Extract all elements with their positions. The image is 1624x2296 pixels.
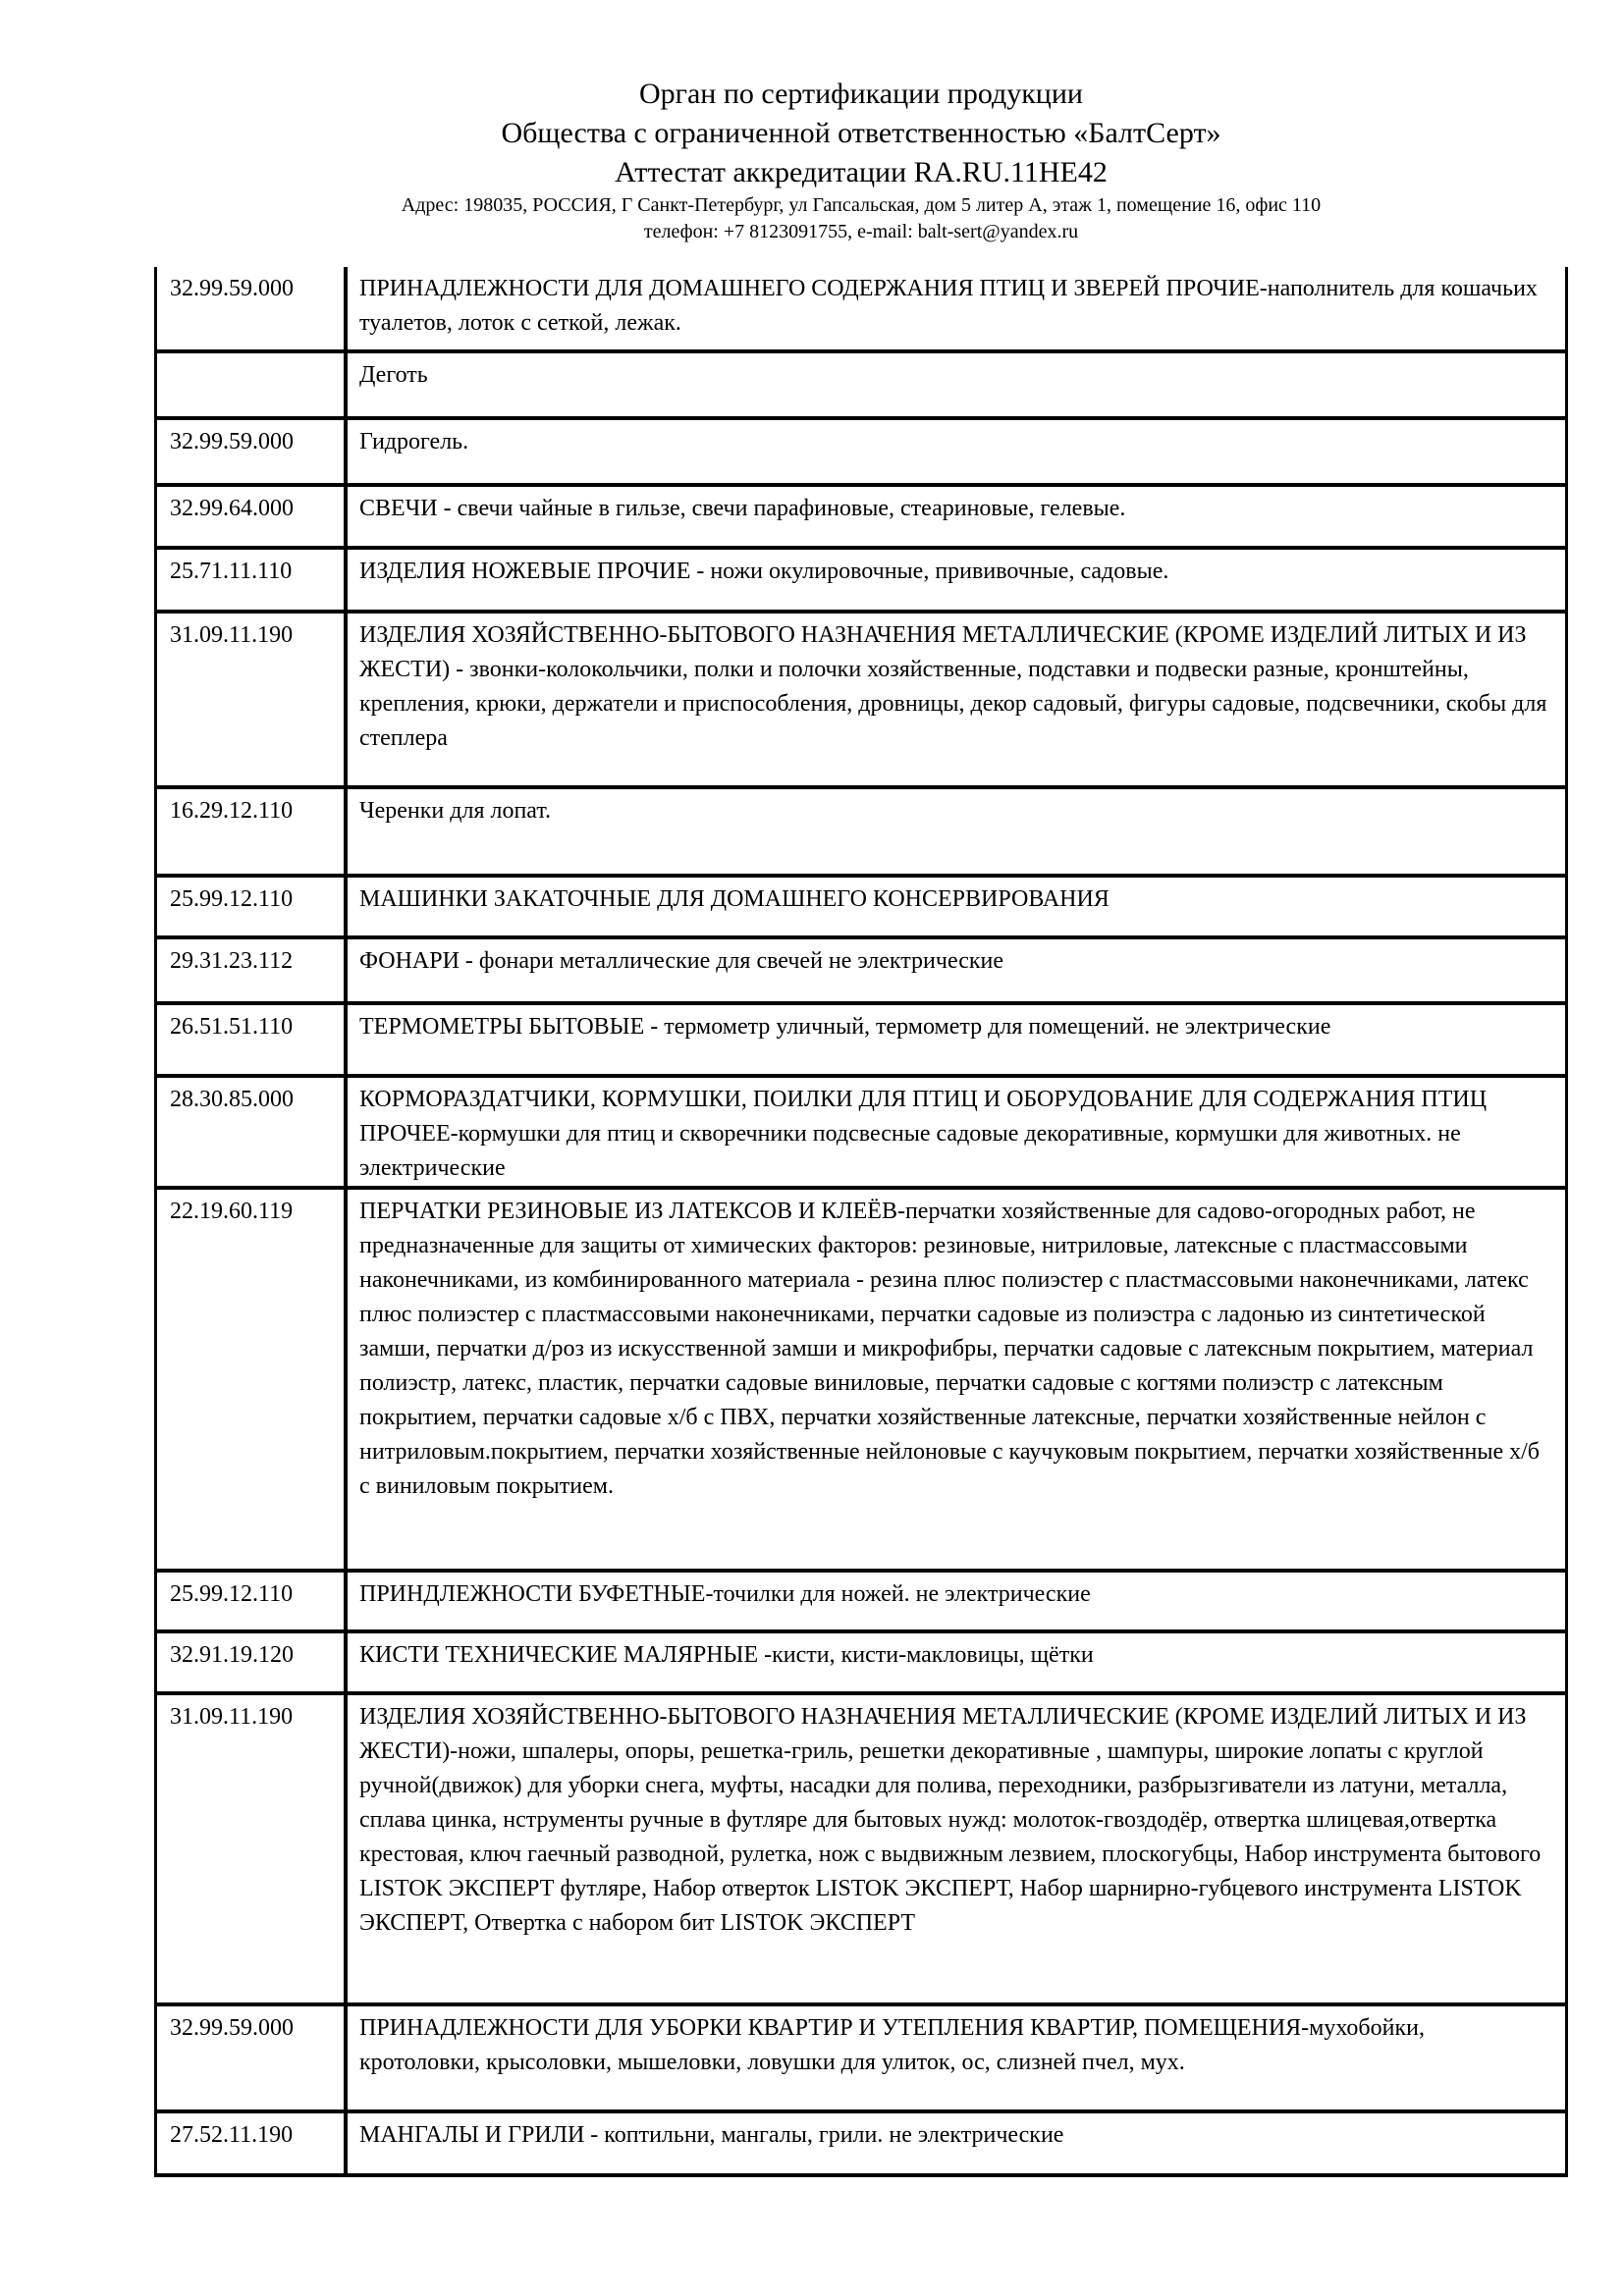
row-code: 32.91.19.120 [157,1633,348,1691]
table-row [157,789,1565,878]
row-description: ПЕРЧАТКИ РЕЗИНОВЫЕ ИЗ ЛАТЕКСОВ И КЛЕЁВ-перчатки хозяйственные для садово-огородных работ, не предназначенные для защиты от химических факторов: резиновые, нитриловые, латексные с пластмассовыми наконечниками, из комбинированного материала - резина плюс полиэстер с пластмассовыми наконечниками, латекс плюс полиэстер с пластмассовыми наконечниками, перчатки садовые из полиэстра с ладонью из синтетической замши, перчатки д/роз из искусственной замши и микрофибры, перчатки садовые с латексным покрытием, материал полиэстр, латекс, пластик, перчатки садовые виниловые, перчатки садовые с когтями полиэстр с латексным покрытием, перчатки садовые х/б с ПВХ, перчатки хозяйственные латексные, перчатки хозяйственные нейлон с нитриловым.покрытием, перчатки хозяйственные нейлоновые с каучуковым покрытием, перчатки хозяйственные х/б с виниловым покрытием. [359,1199,1541,1499]
table-row [157,1190,1565,1573]
row-code: 32.99.64.000 [157,487,348,546]
table-row [157,420,1565,487]
row-description: ИЗДЕЛИЯ ХОЗЯЙСТВЕННО-БЫТОВОГО НАЗНАЧЕНИЯ МЕТАЛЛИЧЕСКИЕ (КРОМЕ ИЗДЕЛИЙ ЛИТЫХ И ИЗ ЖЕСТИ) - звонки-колокольчики, полки и полочки хозяйственные, подставки и подвески разные, кронштейны, крепления, крюки, держатели и приспособления, дровницы, декор садовый, фигуры садовые, подсвечники, скобы для степлера [359,622,1547,751]
org-address: Адрес: 198035, РОССИЯ, Г Санкт-Петербург, ул Гапсальская, дом 5 литер А, этаж 1, помещение 16, офис 110 [401,194,1322,216]
row-description: ТЕРМОМЕТРЫ БЫТОВЫЕ - термометр уличный, термометр для помещений. не электрические [359,1014,1331,1040]
row-description: Гидрогель. [359,429,469,454]
row-description: Черенки для лопат. [359,798,552,824]
row-description: Деготь [359,362,428,388]
row-code: 32.99.59.000 [157,2006,348,2109]
row-description: ИЗДЕЛИЯ НОЖЕВЫЕ ПРОЧИЕ - ножи окулировочные, прививочные, садовые. [359,559,1169,584]
row-code: 27.52.11.190 [157,2113,348,2173]
row-description: ПРИНАДЛЕЖНОСТИ ДЛЯ ДОМАШНЕГО СОДЕРЖАНИЯ ПТИЦ И ЗВЕРЕЙ ПРОЧИЕ-наполнитель для кошачьих туалетов, лоток с сеткой, лежак. [359,276,1538,336]
table-row [157,487,1565,550]
row-code [157,353,348,416]
row-description: КОРМОРАЗДАТЧИКИ, КОРМУШКИ, ПОИЛКИ ДЛЯ ПТИЦ И ОБОРУДОВАНИЕ ДЛЯ СОДЕРЖАНИЯ ПТИЦ ПРОЧЕЕ-кормушки для птиц и скворечники подсвесные садовые декоративные, кормушки для животных. не электрические [359,1087,1488,1181]
row-code: 16.29.12.110 [157,789,348,874]
org-title-line-1: Орган по сертификации продукции [639,78,1083,110]
row-description: МАНГАЛЫ И ГРИЛИ - коптильни, мангалы, грили. не электрические [359,2122,1064,2148]
row-code: 22.19.60.119 [157,1190,348,1569]
row-description: ФОНАРИ - фонари металлические для свечей не электрические [359,948,1004,974]
row-description: КИСТИ ТЕХНИЧЕСКИЕ МАЛЯРНЫЕ -кисти, кисти-макловицы, щётки [359,1642,1094,1668]
row-code: 25.71.11.110 [157,550,348,610]
table-row [157,1573,1565,1633]
row-code: 28.30.85.000 [157,1078,348,1186]
row-description: ИЗДЕЛИЯ ХОЗЯЙСТВЕННО-БЫТОВОГО НАЗНАЧЕНИЯ МЕТАЛЛИЧЕСКИЕ (КРОМЕ ИЗДЕЛИЙ ЛИТЫХ И ИЗ ЖЕСТИ)-ножи, шпалеры, опоры, решетка-гриль, решетки декоративные , шампуры, широкие лопаты с круглой ручной(движок) для уборки снега, муфты, насадки для полива, переходники, разбрызгиватели из латуни, металла, сплава цинка, нструменты ручные в футляре для бытовых нужд: молоток-гвоздодёр, отвертка шлицевая,отвертка крестовая, ключ гаечный разводной, рулетка, нож с выдвижным лезвием, плоскогубцы, Набор инструмента бытового LISTOK ЭКСПЕРТ футляре, Набор отверток LISTOK ЭКСПЕРТ, Набор шарнирно-губцевого инструмента LISTOK ЭКСПЕРТ, Отвертка с набором бит LISTOK ЭКСПЕРТ [359,1704,1542,1936]
table-row [157,614,1565,789]
table-row [157,1005,1565,1078]
row-code: 31.09.11.190 [157,614,348,785]
row-code: 26.51.51.110 [157,1005,348,1074]
row-code: 25.99.12.110 [157,878,348,935]
table-row [157,353,1565,420]
row-description: СВЕЧИ - свечи чайные в гильзе, свечи парафиновые, стеариновые, гелевые. [359,496,1126,521]
table-row [157,550,1565,614]
table-row [157,878,1565,939]
product-table [154,267,1568,2177]
table-row [157,1633,1565,1695]
table-row [157,1078,1565,1190]
table-row [157,2006,1565,2113]
table-row [157,267,1565,353]
accreditation-line: Аттестат аккредитации RA.RU.11HE42 [615,156,1108,188]
table-row [157,939,1565,1005]
table-row [157,1695,1565,2006]
row-code: 25.99.12.110 [157,1573,348,1629]
org-title-line-2: Общества с ограниченной ответственностью «БалтСерт» [501,117,1221,149]
row-code: 32.99.59.000 [157,267,348,349]
row-description: ПРИНАДЛЕЖНОСТИ ДЛЯ УБОРКИ КВАРТИР И УТЕПЛЕНИЯ КВАРТИР, ПОМЕЩЕНИЯ-мухобойки, кротоловки, крысоловки, мышеловки, ловушки для улиток, ос, слизней пчел, мух. [359,2015,1425,2075]
table-row [157,2113,1565,2177]
row-code: 32.99.59.000 [157,420,348,483]
row-description: ПРИНДЛЕЖНОСТИ БУФЕТНЫЕ-точилки для ножей. не электрические [359,1581,1091,1607]
org-contact: телефон: +7 8123091755, e-mail: balt-sert@yandex.ru [643,221,1079,242]
row-code: 29.31.23.112 [157,939,348,1001]
document-header [154,0,1568,245]
row-code: 31.09.11.190 [157,1695,348,2002]
row-description: МАШИНКИ ЗАКАТОЧНЫЕ ДЛЯ ДОМАШНЕГО КОНСЕРВИРОВАНИЯ [359,886,1110,912]
